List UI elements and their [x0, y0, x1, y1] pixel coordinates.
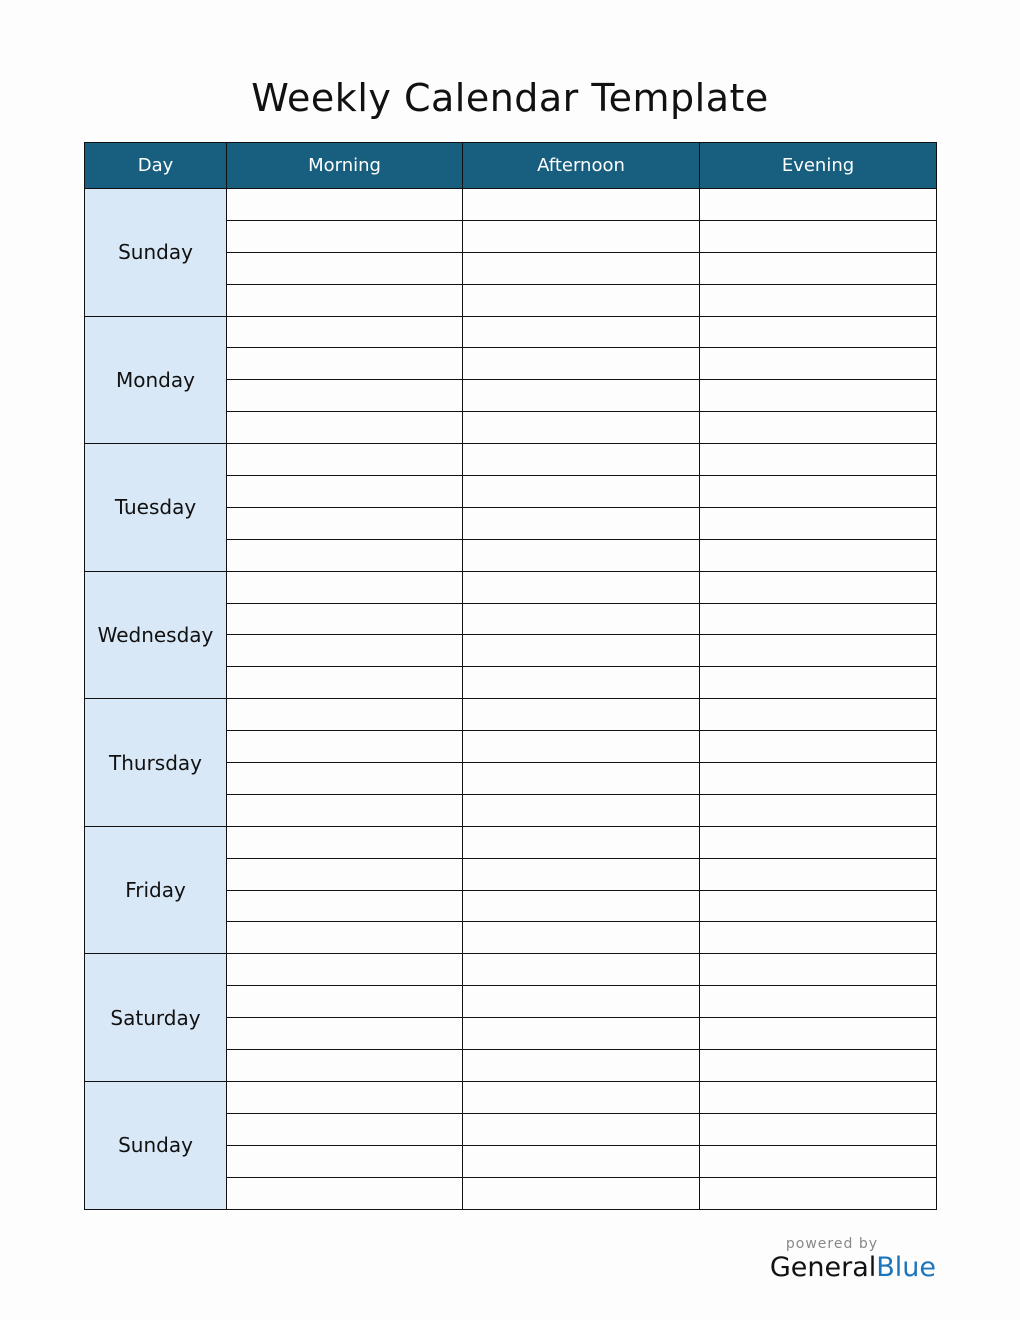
morning-cell[interactable]	[227, 1081, 463, 1113]
evening-cell[interactable]	[700, 348, 937, 380]
morning-cell[interactable]	[227, 794, 463, 826]
table-row	[85, 954, 937, 986]
afternoon-cell[interactable]	[463, 1145, 700, 1177]
table-row	[85, 699, 937, 731]
evening-cell[interactable]	[700, 922, 937, 954]
afternoon-cell[interactable]	[463, 252, 700, 284]
day-label: Monday	[85, 316, 227, 444]
morning-cell[interactable]	[227, 635, 463, 667]
day-label: Wednesday	[85, 571, 227, 699]
afternoon-cell[interactable]	[463, 635, 700, 667]
evening-cell[interactable]	[700, 476, 937, 508]
evening-cell[interactable]	[700, 603, 937, 635]
morning-cell[interactable]	[227, 1145, 463, 1177]
evening-cell[interactable]	[700, 444, 937, 476]
morning-cell[interactable]	[227, 1018, 463, 1050]
morning-cell[interactable]	[227, 189, 463, 221]
morning-cell[interactable]	[227, 1177, 463, 1209]
evening-cell[interactable]	[700, 316, 937, 348]
evening-cell[interactable]	[700, 890, 937, 922]
afternoon-cell[interactable]	[463, 539, 700, 571]
day-label: Friday	[85, 826, 227, 954]
evening-cell[interactable]	[700, 1113, 937, 1145]
morning-cell[interactable]	[227, 922, 463, 954]
afternoon-cell[interactable]	[463, 699, 700, 731]
morning-cell[interactable]	[227, 731, 463, 763]
evening-cell[interactable]	[700, 412, 937, 444]
afternoon-cell[interactable]	[463, 667, 700, 699]
evening-cell[interactable]	[700, 539, 937, 571]
header-day: Day	[85, 143, 227, 189]
morning-cell[interactable]	[227, 571, 463, 603]
morning-cell[interactable]	[227, 603, 463, 635]
morning-cell[interactable]	[227, 412, 463, 444]
afternoon-cell[interactable]	[463, 1018, 700, 1050]
evening-cell[interactable]	[700, 1018, 937, 1050]
table-row	[85, 826, 937, 858]
afternoon-cell[interactable]	[463, 986, 700, 1018]
evening-cell[interactable]	[700, 507, 937, 539]
afternoon-cell[interactable]	[463, 1050, 700, 1082]
day-label: Tuesday	[85, 444, 227, 572]
evening-cell[interactable]	[700, 794, 937, 826]
afternoon-cell[interactable]	[463, 890, 700, 922]
table-row	[85, 571, 937, 603]
afternoon-cell[interactable]	[463, 380, 700, 412]
evening-cell[interactable]	[700, 1177, 937, 1209]
afternoon-cell[interactable]	[463, 189, 700, 221]
evening-cell[interactable]	[700, 635, 937, 667]
afternoon-cell[interactable]	[463, 571, 700, 603]
evening-cell[interactable]	[700, 731, 937, 763]
morning-cell[interactable]	[227, 890, 463, 922]
evening-cell[interactable]	[700, 252, 937, 284]
table-row	[85, 189, 937, 221]
table-row	[85, 444, 937, 476]
afternoon-cell[interactable]	[463, 826, 700, 858]
morning-cell[interactable]	[227, 1113, 463, 1145]
morning-cell[interactable]	[227, 284, 463, 316]
morning-cell[interactable]	[227, 954, 463, 986]
evening-cell[interactable]	[700, 189, 937, 221]
evening-cell[interactable]	[700, 699, 937, 731]
afternoon-cell[interactable]	[463, 794, 700, 826]
day-label: Sunday	[85, 189, 227, 317]
morning-cell[interactable]	[227, 316, 463, 348]
evening-cell[interactable]	[700, 986, 937, 1018]
morning-cell[interactable]	[227, 763, 463, 795]
afternoon-cell[interactable]	[463, 316, 700, 348]
day-label: Sunday	[85, 1081, 227, 1209]
header-afternoon: Afternoon	[463, 143, 700, 189]
morning-cell[interactable]	[227, 986, 463, 1018]
day-label: Saturday	[85, 954, 227, 1082]
evening-cell[interactable]	[700, 1050, 937, 1082]
morning-cell[interactable]	[227, 507, 463, 539]
brand-logo	[770, 1252, 936, 1283]
brand-general: General	[769, 1252, 877, 1283]
afternoon-cell[interactable]	[463, 507, 700, 539]
table-row	[85, 316, 937, 348]
day-label: Thursday	[85, 699, 227, 827]
evening-cell[interactable]	[700, 1081, 937, 1113]
evening-cell[interactable]	[700, 667, 937, 699]
morning-cell[interactable]	[227, 1050, 463, 1082]
afternoon-cell[interactable]	[463, 476, 700, 508]
evening-cell[interactable]	[700, 220, 937, 252]
afternoon-cell[interactable]	[463, 954, 700, 986]
evening-cell[interactable]	[700, 284, 937, 316]
morning-cell[interactable]	[227, 444, 463, 476]
evening-cell[interactable]	[700, 1145, 937, 1177]
powered-by-text: powered by	[785, 1236, 878, 1252]
afternoon-cell[interactable]	[463, 1177, 700, 1209]
afternoon-cell[interactable]	[463, 922, 700, 954]
evening-cell[interactable]	[700, 571, 937, 603]
evening-cell[interactable]	[700, 763, 937, 795]
evening-cell[interactable]	[700, 380, 937, 412]
afternoon-cell[interactable]	[463, 1113, 700, 1145]
morning-cell[interactable]	[227, 252, 463, 284]
afternoon-cell[interactable]	[463, 603, 700, 635]
weekly-calendar-table	[84, 142, 937, 1210]
afternoon-cell[interactable]	[463, 220, 700, 252]
morning-cell[interactable]	[227, 220, 463, 252]
afternoon-cell[interactable]	[463, 763, 700, 795]
afternoon-cell[interactable]	[463, 1081, 700, 1113]
header-evening: Evening	[700, 143, 937, 189]
header-morning: Morning	[227, 143, 463, 189]
afternoon-cell[interactable]	[463, 348, 700, 380]
morning-cell[interactable]	[227, 858, 463, 890]
table-row	[85, 1081, 937, 1113]
brand-blue: Blue	[876, 1252, 936, 1283]
afternoon-cell[interactable]	[463, 731, 700, 763]
footer-branding	[770, 1236, 936, 1283]
afternoon-cell[interactable]	[463, 858, 700, 890]
morning-cell[interactable]	[227, 826, 463, 858]
page-title: Weekly Calendar Template	[251, 76, 769, 120]
afternoon-cell[interactable]	[463, 412, 700, 444]
morning-cell[interactable]	[227, 667, 463, 699]
morning-cell[interactable]	[227, 476, 463, 508]
evening-cell[interactable]	[700, 858, 937, 890]
evening-cell[interactable]	[700, 826, 937, 858]
header-row	[85, 143, 937, 189]
afternoon-cell[interactable]	[463, 284, 700, 316]
evening-cell[interactable]	[700, 954, 937, 986]
morning-cell[interactable]	[227, 539, 463, 571]
morning-cell[interactable]	[227, 348, 463, 380]
morning-cell[interactable]	[227, 699, 463, 731]
afternoon-cell[interactable]	[463, 444, 700, 476]
morning-cell[interactable]	[227, 380, 463, 412]
